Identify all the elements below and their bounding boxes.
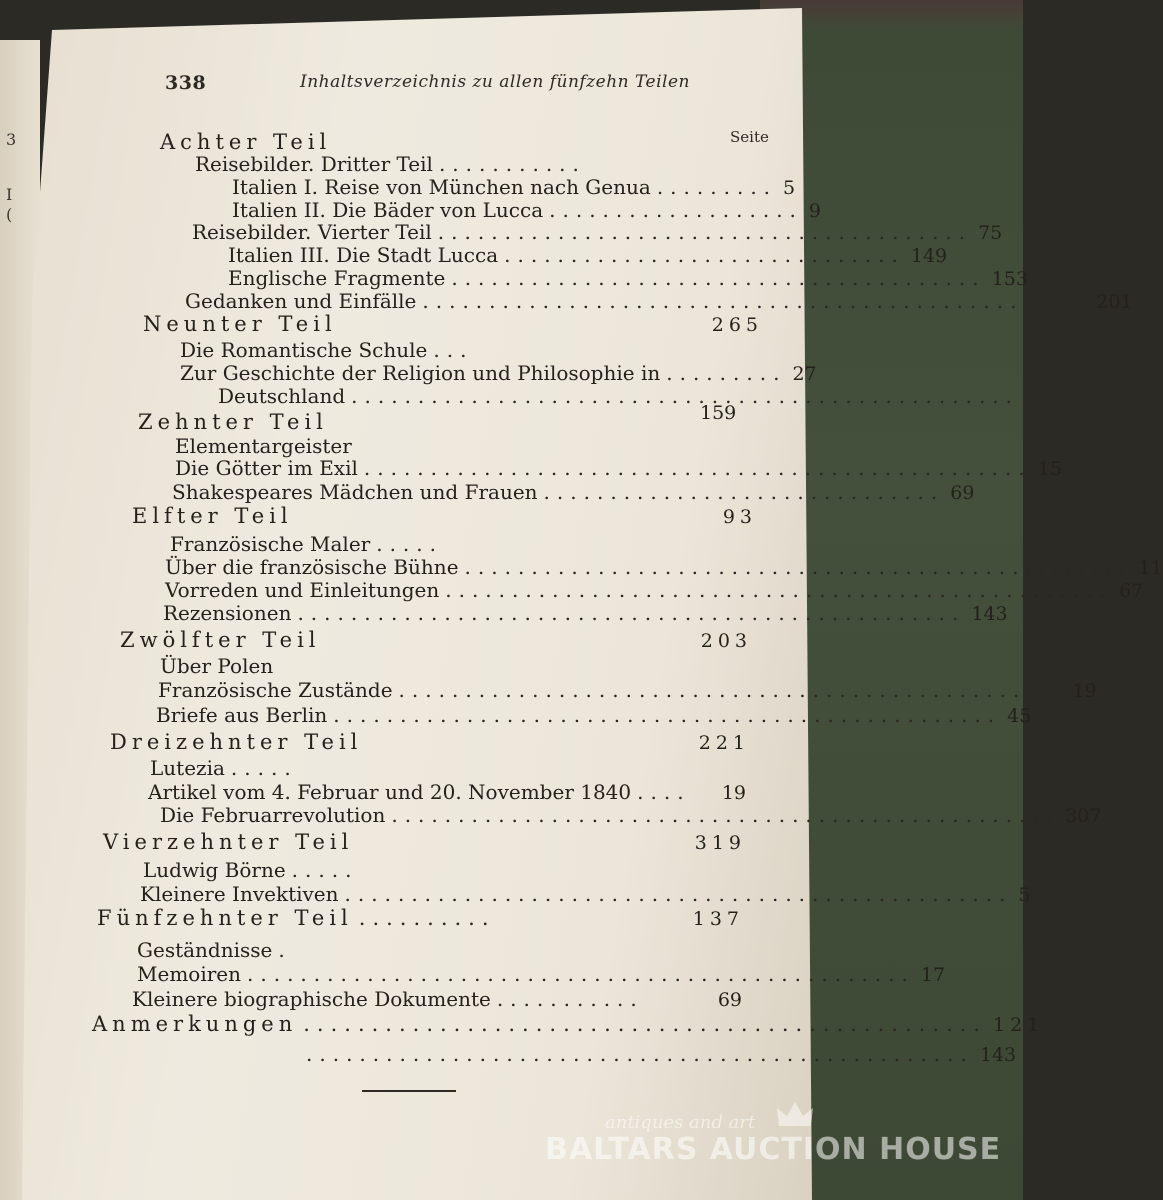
toc-page-number: 15 <box>1037 458 1062 480</box>
toc-entry-title: Zwölfter Teil <box>120 628 321 652</box>
dot-leader: ........................................ <box>451 266 986 290</box>
dot-leader: ..... <box>230 756 298 780</box>
toc-page-number: 45 <box>1007 705 1032 727</box>
toc-entry <box>158 678 1097 704</box>
dot-leader: ......... <box>656 175 778 199</box>
toc-page-number: 121 <box>993 1014 1045 1036</box>
left-page-mark: ( <box>6 205 13 224</box>
toc-entry-title: Elfter Teil <box>132 504 293 528</box>
toc-page-number: 221 <box>698 732 750 754</box>
toc-page-number: 137 <box>692 908 744 930</box>
toc-page-number: 319 <box>694 832 746 854</box>
toc-entry-title: Englische Fragmente <box>228 266 446 290</box>
toc-entry-title: Gedanken und Einfälle <box>185 289 417 313</box>
toc-page-number: 17 <box>920 964 946 986</box>
toc-entry-title: Italien II. Die Bäder von Lucca <box>232 198 544 222</box>
toc-entry-title: Die Götter im Exil <box>175 456 358 480</box>
toc-entry-title: Kleinere Invektiven <box>140 882 339 906</box>
dot-leader: .................................................. <box>464 555 1133 579</box>
toc-entry-title: Elementargeister <box>175 434 352 458</box>
toc-page-number: 69 <box>950 482 975 504</box>
left-page-mark: I <box>6 185 13 204</box>
toc-entry-title: Französische Zustände <box>158 678 393 702</box>
toc-entry <box>143 858 443 884</box>
dot-leader: .................................................. <box>297 601 966 625</box>
toc-page-number: 149 <box>910 245 948 267</box>
toc-entry-title: Italien III. Die Stadt Lucca <box>228 243 499 267</box>
toc-entry <box>160 654 460 680</box>
dot-leader: ........... <box>496 987 644 1011</box>
toc-entry <box>137 938 437 964</box>
running-head: Inhaltsverzeichnis zu allen fünfzehn Teilen <box>300 72 690 92</box>
dot-leader: .............................. <box>504 243 905 267</box>
toc-entry-title: Reisebilder. Dritter Teil <box>195 152 433 176</box>
toc-entry <box>156 703 1032 729</box>
toc-page-number: 9 <box>808 200 822 222</box>
dot-leader: .................................................. <box>351 384 1020 408</box>
dot-leader: ..... <box>376 532 444 556</box>
dot-leader: .................................................. <box>445 578 1114 602</box>
toc-part-heading <box>132 504 757 530</box>
toc-entry-title: Zur Geschichte der Religion und Philosophie in <box>180 361 661 385</box>
toc-entry-title: Fünfzehnter Teil <box>97 906 353 930</box>
toc-entry-title: Die Februarrevolution <box>160 803 386 827</box>
toc-entry-title: Anmerkungen <box>92 1012 298 1036</box>
dot-leader: .................................................. <box>303 1012 988 1036</box>
toc-entry-title: Reisebilder. Vierter Teil <box>192 220 432 244</box>
page-column-label: Seite <box>730 128 769 146</box>
toc-entry-title: Zehnter Teil <box>138 410 328 434</box>
toc-part-heading <box>120 628 752 654</box>
toc-page-number: 201 <box>1096 291 1133 313</box>
dot-leader: . <box>278 938 292 962</box>
toc-page-number: 75 <box>978 222 1003 244</box>
dot-leader: .... <box>637 780 691 804</box>
dot-leader: .................................................. <box>247 962 915 986</box>
toc-page-number: 153 <box>991 268 1028 290</box>
toc-entry-title: Dreizehnter Teil <box>110 730 363 754</box>
watermark-tagline: antiques and art <box>605 1112 756 1133</box>
toc-entry-title: Vorreden und Einleitungen <box>165 578 440 602</box>
dot-leader: ................... <box>549 198 803 222</box>
crown-icon <box>775 1100 815 1130</box>
toc-entry-title: Italien I. Reise von München nach Genua <box>232 175 651 199</box>
toc-page-number: 19 <box>1072 680 1097 702</box>
toc-entry <box>172 480 975 506</box>
toc-entry <box>300 1042 1017 1068</box>
toc-entry <box>175 456 1062 482</box>
dot-leader: ........... <box>438 152 586 176</box>
watermark-brand: BALTARS AUCTION HOUSE <box>545 1132 1002 1167</box>
toc-entry-title: Französische Maler <box>170 532 371 556</box>
toc-entry-title: Achter Teil <box>160 130 332 154</box>
dot-leader: .................................................. <box>306 1042 974 1066</box>
toc-page-number: 11 <box>1138 557 1163 579</box>
toc-entry-title: Die Romantische Schule <box>180 338 428 362</box>
dot-leader: ..... <box>291 858 359 882</box>
toc-page-number: 5 <box>1018 884 1031 906</box>
toc-entry <box>140 882 1031 908</box>
toc-part-heading <box>138 410 438 436</box>
toc-page-number: 203 <box>700 630 752 652</box>
dot-leader: .......... <box>358 906 496 930</box>
toc-entry-title: Ludwig Börne <box>143 858 286 882</box>
toc-entry-title: Briefe aus Berlin <box>156 703 328 727</box>
toc-page-number: 93 <box>722 506 757 528</box>
toc-page-number: 19 <box>721 782 746 804</box>
dot-leader: ......... <box>666 361 787 385</box>
dot-leader: ........................................ <box>437 220 973 244</box>
toc-part-heading <box>110 730 750 756</box>
toc-entry-title: Rezensionen <box>163 601 292 625</box>
dot-leader: .................................................. <box>363 456 1032 480</box>
dot-leader: .................................................. <box>422 289 1091 313</box>
dot-leader: .................................................. <box>344 882 1013 906</box>
toc-page-number: 143 <box>979 1044 1017 1066</box>
toc-entry-title: Über die französische Bühne <box>165 555 459 579</box>
toc-entry-title: Lutezia <box>150 756 225 780</box>
dot-leader: ... <box>433 338 474 362</box>
closing-rule <box>362 1090 456 1092</box>
toc-entry <box>150 756 450 782</box>
toc-page-number: 27 <box>792 363 817 385</box>
toc-entry <box>163 601 1008 627</box>
toc-page-number: 5 <box>783 177 796 199</box>
toc-entry-title: Memoiren <box>137 962 241 986</box>
toc-part-heading <box>143 312 763 338</box>
toc-entry <box>218 384 1020 410</box>
toc-part-heading <box>92 1012 1045 1038</box>
toc-page-number: 143 <box>971 603 1008 625</box>
dot-leader: .................................................. <box>398 678 1067 702</box>
toc-entry-title: Shakespeares Mädchen und Frauen <box>172 480 538 504</box>
dot-leader: .................................................. <box>333 703 1002 727</box>
toc-part-heading <box>103 830 746 856</box>
dot-leader: .............................. <box>543 480 945 504</box>
toc-part-heading <box>97 906 744 932</box>
toc-page-number: 67 <box>1119 580 1144 602</box>
toc-page-number: 265 <box>711 314 763 336</box>
toc-page-number: 307 <box>1065 805 1102 827</box>
toc-entry-title: Deutschland <box>218 384 346 408</box>
toc-entry-title: Über Polen <box>160 654 274 678</box>
toc-entry-title: Kleinere biographische Dokumente <box>132 987 491 1011</box>
toc-entry-title: Artikel vom 4. Februar und 20. November 1840 <box>148 780 632 804</box>
toc-entry-title: Geständnisse <box>137 938 273 962</box>
toc-page-number: 159 <box>700 402 737 424</box>
toc-page-number: 69 <box>717 989 742 1011</box>
dot-leader: .................................................. <box>391 803 1060 827</box>
toc-entry <box>700 402 760 428</box>
page-number: 338 <box>165 72 207 94</box>
toc-entry <box>132 987 742 1013</box>
toc-entry-title: Neunter Teil <box>143 312 337 336</box>
left-page-mark: 3 <box>6 130 17 149</box>
toc-entry <box>160 803 1102 829</box>
toc-entry-title: Vierzehnter Teil <box>103 830 354 854</box>
toc-entry <box>137 962 946 988</box>
